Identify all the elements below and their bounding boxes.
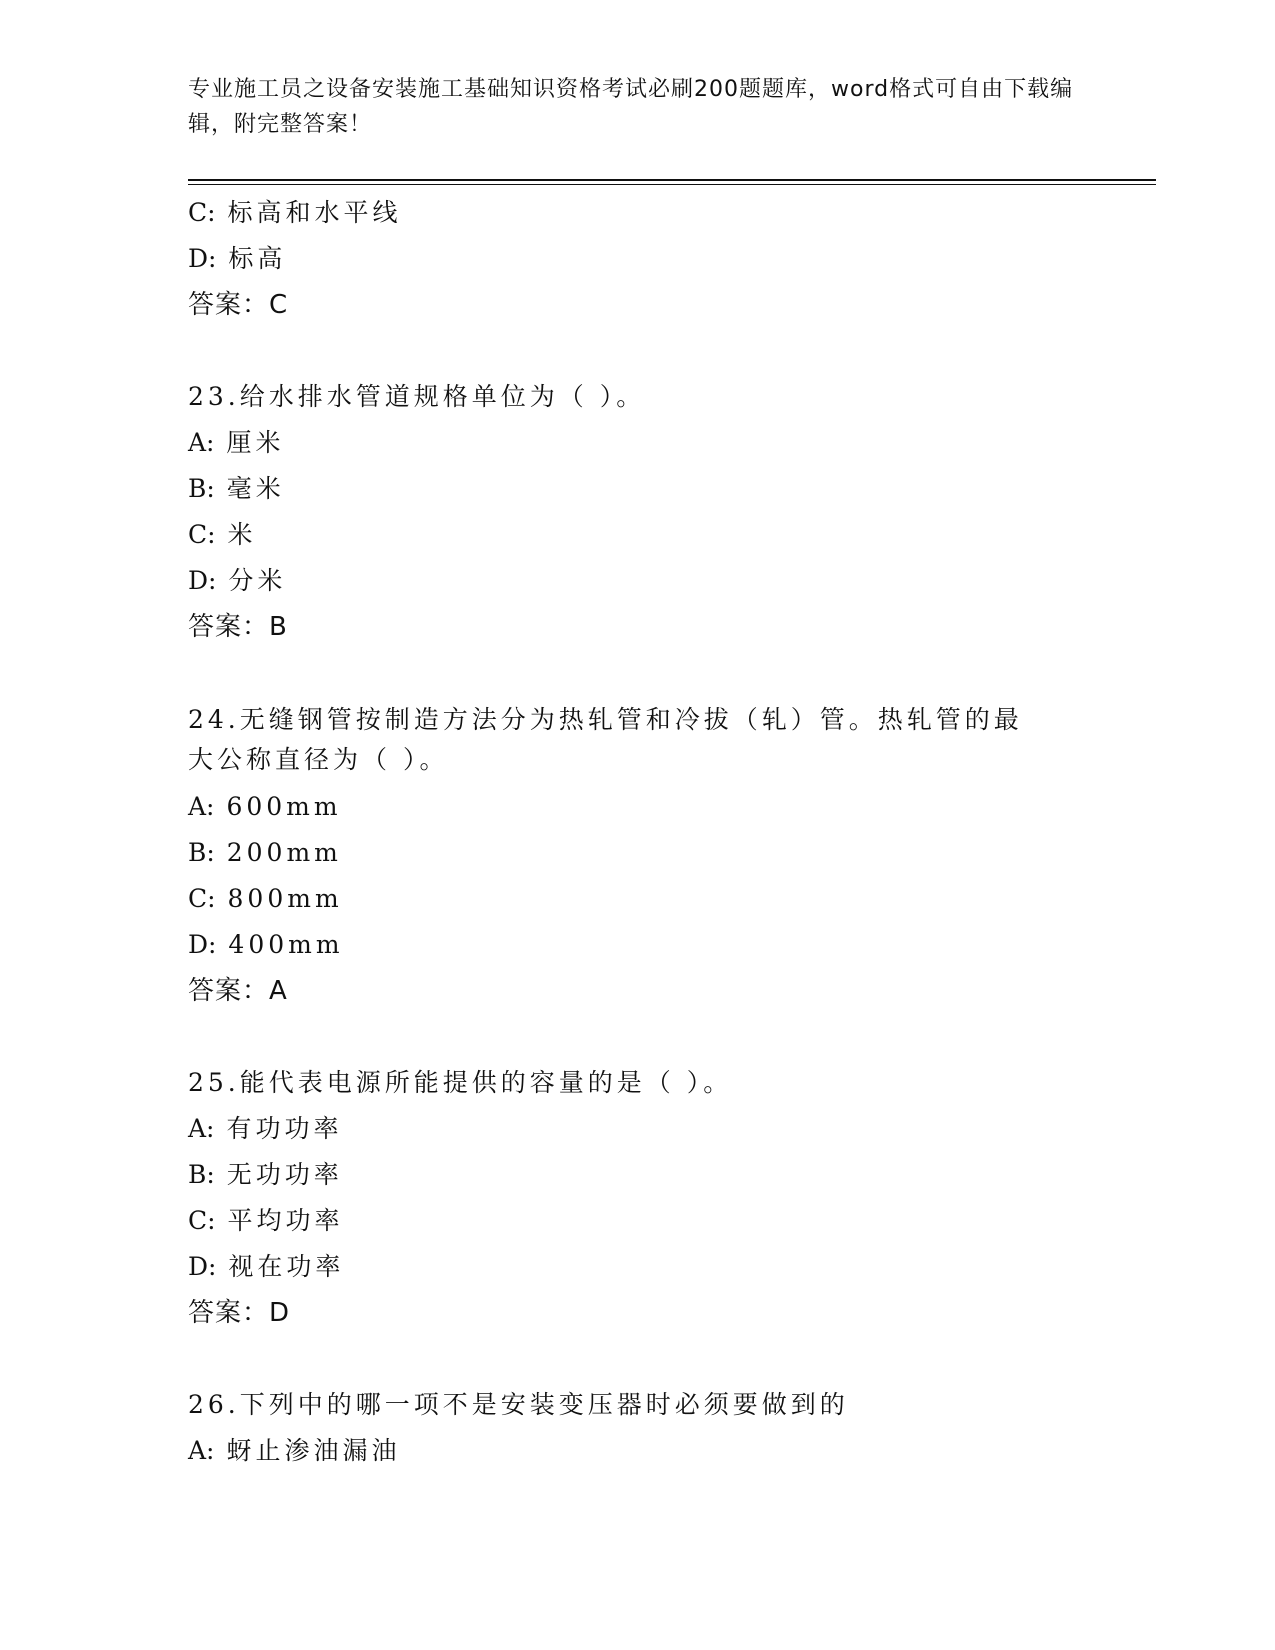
question-stem — [188, 374, 1088, 420]
option-item — [188, 1428, 1088, 1474]
option-item — [188, 1106, 1088, 1152]
spacer — [188, 1336, 1088, 1382]
question-stem — [188, 1060, 1088, 1106]
option-label: D: — [188, 244, 217, 273]
option-text: 600mm — [226, 792, 342, 821]
option-text: 800mm — [227, 884, 343, 913]
option-text: 毫米 — [226, 474, 285, 503]
option-item — [188, 922, 1088, 968]
option-text: 有功功率 — [226, 1114, 343, 1143]
option-item — [188, 512, 1088, 558]
answer-line: 答案：A — [188, 976, 288, 1006]
option-item — [188, 1244, 1088, 1290]
option-text: 视在功率 — [228, 1252, 345, 1281]
question-number: 24. — [188, 705, 240, 734]
question-number: 25. — [188, 1068, 240, 1097]
option-label: C: — [188, 1206, 216, 1235]
option-label: B: — [188, 838, 215, 867]
question-text: 下列中的哪一项不是安装变压器时必须要做到的 — [239, 1390, 849, 1419]
answer-line: 答案：B — [188, 612, 288, 642]
option-item — [188, 1198, 1088, 1244]
option-item — [188, 190, 1088, 236]
option-text: 蚜止渗油漏油 — [226, 1436, 401, 1465]
question-text: 给水排水管道规格单位为（ ）。 — [239, 382, 646, 411]
question-text: 能代表电源所能提供的容量的是（ ）。 — [239, 1068, 733, 1097]
question-stem — [188, 1382, 1088, 1428]
question-number: 26. — [188, 1390, 240, 1419]
option-text: 无功功率 — [226, 1160, 343, 1189]
option-item — [188, 558, 1088, 604]
option-label: D: — [188, 1252, 217, 1281]
answer-line: 答案：C — [188, 290, 289, 320]
option-item — [188, 830, 1088, 876]
spacer — [188, 1014, 1088, 1060]
option-text: 标高和水平线 — [227, 198, 402, 227]
question-text: 无缝钢管按制造方法分为热轧管和冷拔（轧）管。热轧管的最大公称直径为（ ）。 — [188, 705, 1023, 774]
answer-line: 答案：D — [188, 1298, 291, 1328]
header-divider-thick — [188, 179, 1156, 181]
spacer — [188, 650, 1088, 696]
option-text: 厘米 — [226, 428, 285, 457]
question-stem — [188, 700, 1048, 780]
option-item — [188, 466, 1088, 512]
option-label: B: — [188, 474, 215, 503]
header-divider-thin — [188, 184, 1156, 185]
spacer — [188, 328, 1088, 374]
page-title: 专业施工员之设备安装施工基础知识资格考试必刷200题题库，word格式可自由下载编辑，附完整答案！ — [188, 77, 1074, 137]
option-text: 分米 — [228, 566, 287, 595]
question-number: 23. — [188, 382, 240, 411]
option-text: 米 — [227, 520, 257, 549]
option-text: 400mm — [228, 930, 344, 959]
option-label: D: — [188, 930, 217, 959]
option-text: 平均功率 — [227, 1206, 344, 1235]
option-item — [188, 876, 1088, 922]
option-text: 标高 — [228, 244, 287, 273]
option-item — [188, 1152, 1088, 1198]
option-text: 200mm — [226, 838, 342, 867]
option-label: B: — [188, 1160, 215, 1189]
option-item — [188, 236, 1088, 282]
question-list — [188, 190, 1088, 1474]
option-item — [188, 784, 1088, 830]
option-label: C: — [188, 884, 216, 913]
option-label: C: — [188, 198, 216, 227]
option-item — [188, 420, 1088, 466]
option-label: A: — [188, 428, 215, 457]
option-label: A: — [188, 1436, 215, 1465]
option-label: A: — [188, 1114, 215, 1143]
option-label: C: — [188, 520, 216, 549]
option-label: A: — [188, 792, 215, 821]
option-label: D: — [188, 566, 217, 595]
